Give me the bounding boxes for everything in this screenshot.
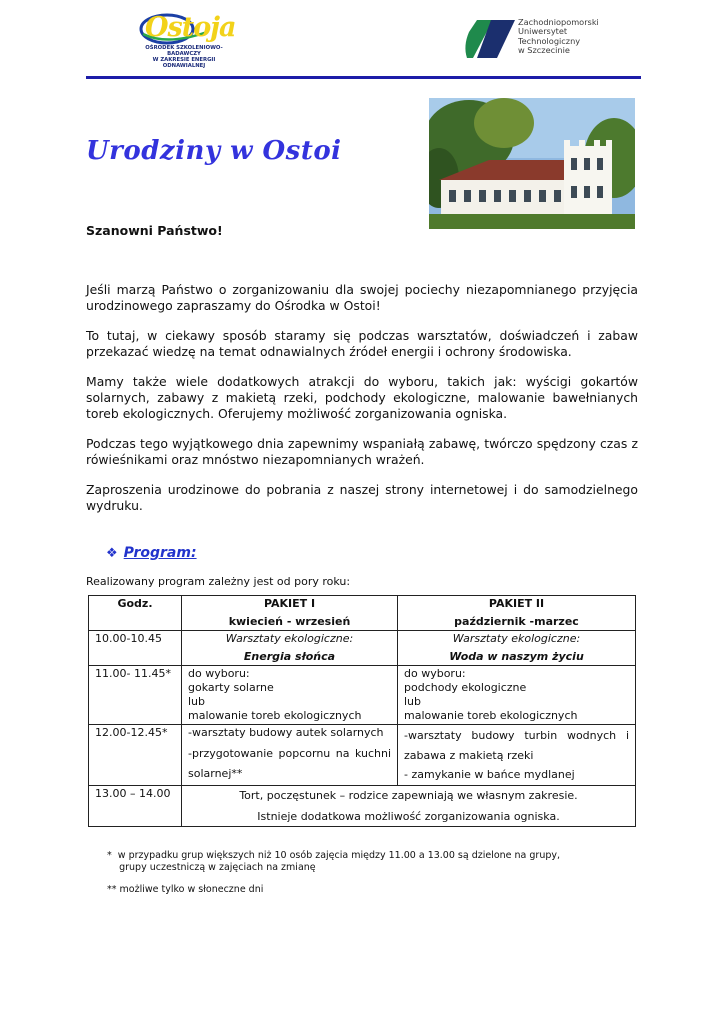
zut-line-4: w Szczecinie [518, 45, 570, 56]
pakiet-2-name: PAKIET II [488, 597, 545, 610]
cell-line: -warsztaty budowy turbin wodnych i zabawa z makietą rzeki [404, 729, 629, 762]
ostoja-logo-word: Ostoja [145, 12, 236, 43]
program-heading [106, 545, 197, 561]
page-title: Urodziny w Ostoi [86, 136, 342, 166]
row-p1-cell [182, 725, 398, 786]
row-time: 11.00- 11.45* [89, 666, 182, 725]
p2-workshop-label: Warsztaty ekologiczne: [452, 632, 581, 645]
row-time: 10.00-10.45 [89, 631, 182, 666]
cell-line: Istnieje dodatkowa możliwość zorganizowania ogniska. [257, 810, 560, 823]
zut-line-1: Zachodniopomorski [518, 17, 599, 27]
invitations-paragraph: Zaproszenia urodzinowe do pobrania z naszej strony internetowej i do samodzielnego wydruku. [86, 482, 638, 513]
table-row [89, 786, 636, 827]
cell-line: malowanie toreb ekologicznych [404, 709, 578, 722]
cell-line: -warsztaty budowy autek solarnych [188, 726, 384, 739]
row-p2-cell [398, 666, 636, 725]
row-p1-cell [182, 631, 398, 666]
zut-logo-text [518, 18, 599, 56]
ostoja-caption-line-1: OŚRODEK SZKOLENIOWO-BADAWCZY [145, 45, 223, 57]
p1-workshop-label: Warsztaty ekologiczne: [225, 632, 354, 645]
program-heading-label: Program: [123, 545, 197, 561]
table-header-row [89, 596, 636, 631]
row-p2-cell [398, 631, 636, 666]
table-row [89, 631, 636, 666]
ostoja-caption-line-2: W ZAKRESIE ENERGII ODNAWIALNEJ [152, 57, 216, 69]
row-merged-cell [182, 786, 636, 827]
cell-line: do wyboru: [404, 667, 466, 680]
pakiet-1-name: PAKIET I [263, 597, 316, 610]
schedule-table [88, 595, 636, 827]
footnote-2: ** możliwe tylko w słoneczne dni [107, 884, 264, 895]
zut-logo [463, 16, 613, 62]
cell-line: lub [188, 695, 206, 708]
zut-line-2: Uniwersytet [518, 26, 568, 37]
footnote-1-line-2: grupy uczestniczą w zajęciach na zmianę [107, 862, 316, 873]
zut-line-3: Technologiczny [518, 35, 581, 46]
workshops-paragraph: To tutaj, w ciekawy sposób staramy się podczas warsztatów, doświadczeń i zabaw przekazać wiedzę na temat odnawialnych źródeł energii i ochrony środowiska. [86, 328, 638, 359]
ostoja-logo [137, 12, 236, 69]
row-p2-cell [398, 725, 636, 786]
cell-line: malowanie toreb ekologicznych [188, 709, 362, 722]
program-intro: Realizowany program zależny jest od pory roku: [86, 575, 351, 588]
row-time: 12.00-12.45* [89, 725, 182, 786]
cell-line: do wyboru: [188, 667, 250, 680]
cell-line: -przygotowanie popcornu na kuchni solarnej** [188, 747, 391, 780]
attractions-paragraph: Mamy także wiele dodatkowych atrakcji do wyboru, takich jak: wyścigi gokartów solarnych, zabawy z makietą rzeki, podchody ekologiczne, malowanie bawełnianych toreb ekologicznych. Oferujemy możliwość zorganizowania ogniska. [86, 374, 638, 421]
p2-workshop-topic: Woda w naszym życiu [449, 650, 584, 663]
pakiet-2-season: październik -marzec [454, 615, 579, 628]
zut-emblem-icon [463, 16, 518, 62]
cell-line: lub [404, 695, 422, 708]
cell-line: - zamykanie w bańce mydlanej [404, 768, 575, 781]
row-time: 13.00 – 14.00 [89, 786, 182, 827]
header-divider [86, 76, 641, 79]
pakiet-1-season: kwiecień - wrzesień [228, 615, 351, 628]
cell-line: podchody ekologiczne [404, 681, 527, 694]
header-pakiet-1 [182, 596, 398, 631]
header-pakiet-2 [398, 596, 636, 631]
table-row [89, 725, 636, 786]
table-row [89, 666, 636, 725]
diamond-bullet-icon: ❖ [106, 546, 118, 561]
p1-workshop-topic: Energia słońca [243, 650, 336, 663]
row-p1-cell [182, 666, 398, 725]
cell-line: gokarty solarne [188, 681, 274, 694]
header-time: Godz. [89, 596, 182, 631]
intro-paragraph: Jeśli marzą Państwo o zorganizowaniu dla swojej pociechy niezapomnianego przyjęcia urodzinowego zapraszamy do Ośrodka w Ostoi! [86, 282, 638, 313]
ostoja-logo-caption [137, 45, 231, 69]
footnote-1-line-1: * w przypadku grup większych niż 10 osób zajęcia między 11.00 a 13.00 są dzielone na grupy, [107, 850, 561, 861]
cell-line: Tort, poczęstunek – rodzice zapewniają we własnym zakresie. [239, 789, 578, 802]
fun-paragraph: Podczas tego wyjątkowego dnia zapewnimy wspaniałą zabawę, twórczo spędzony czas z rówieśnikami oraz mnóstwo niezapomnianych wrażeń. [86, 436, 638, 467]
manor-house-photo [429, 98, 635, 229]
greeting: Szanowni Państwo! [86, 223, 223, 238]
